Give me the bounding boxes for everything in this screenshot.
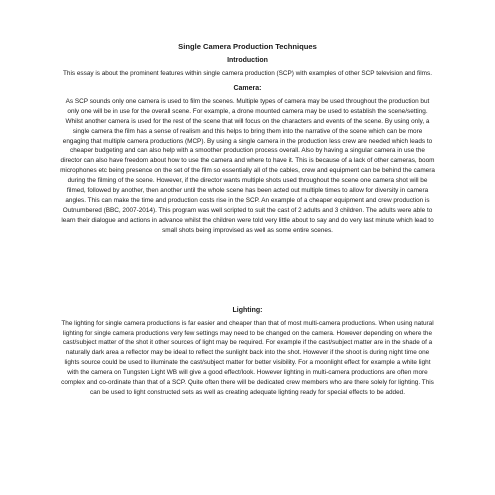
- lighting-paragraph: The lighting for single camera productions is far easier and cheaper than that of most multi-camera productions. When using natural lighting for single camera productions very few settings may need to be changed on the camera. However depending on where the cast/subject matter of the shot it other sources of light may be required. For example if the cast/subject matter are in the shade of a naturally dark area a reflector may be ideal to reflect the sunlight back into the shot. However if the shoot is during night time one lights source could be used to illuminate the cast/subject matter for better visibility. For a moonlight effect for example a white light with the camera on Tungsten Light WB will give a good effect/look. However lighting in multi-camera productions are often more complex and co-ordinate than that of a SCP. Quite often there will be dedicated crew members who are there solely for lighting. This can be used to light constructed sets as well as creating adequate lighting ready for special effects to be added.: [61, 319, 434, 396]
- lighting-heading: Lighting:: [232, 306, 263, 314]
- spacer: [60, 236, 435, 306]
- document-title: Single Camera Production Techniques: [178, 42, 317, 51]
- document-page: [60, 42, 435, 398]
- introduction-paragraph: This essay is about the prominent features within single camera production (SCP) with examples of other SCP television and films.: [63, 70, 432, 77]
- introduction-heading: Introduction: [227, 57, 268, 64]
- camera-paragraph: As SCP sounds only one camera is used to film the scenes. Multiple types of camera may be used throughout the production but only one will be in use for the overall scene. For example, a drone mounted camera may be used to establish the scene/setting. Whilst another camera is used for the rest of the scene that will focus on the characters and events of the scene. By using only, a single camera the film has a sense of realism and this helps to bring them into the narrative of the scene which can be more engaging that multiple camera productions (MCP). By using a single camera in the production less crew are needed which leads to cheaper budgeting and can also help with a smoother production process overall. Also by having a singular camera in use the director can also have freedom about how to use the camera and where to have it. This is because of a lack of other cameras, boom microphones etc being presence on the set of the film so essentially all of the cables, crew and equipment can be behind the camera during the filming of the scene. However, if the director wants multiple shots used throughout the scene one camera shot will be filmed, followed by another, then another until the whole scene has been acted out multiple times to allow for diversity in camera angles. This can make the time and production costs rise in the SCP. An example of a cheaper equipment and crew production is Outnumbered (BBC, 2007-2014). This program was well scripted to suit the cast of 2 adults and 3 children. The adults were able to learn their dialogue and actions in advance whilst the children were told very little about to say and do very last minute which lead to small shots being improvised as well as some entire scenes.: [60, 97, 435, 234]
- camera-heading: Camera:: [233, 84, 262, 92]
